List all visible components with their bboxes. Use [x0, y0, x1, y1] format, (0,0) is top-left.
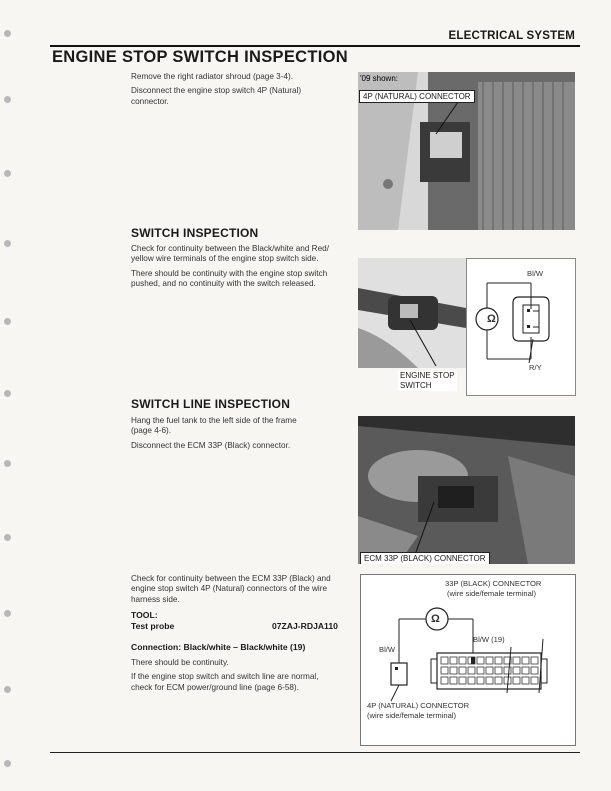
- callout-line: SWITCH: [400, 381, 432, 390]
- ohmmeter-symbol: Ω: [431, 613, 440, 625]
- wire-label-blw: Bl/W: [527, 269, 544, 278]
- stop-switch-connector-sublabel: (wire side/female terminal): [367, 711, 457, 720]
- switch-diagram-art: [467, 259, 575, 395]
- binder-hole: [4, 318, 11, 325]
- tool-name: Test probe: [131, 621, 175, 631]
- stop-switch-connector-label: 4P (NATURAL) CONNECTOR: [367, 701, 470, 710]
- intro-line: connector.: [131, 96, 169, 106]
- text-line: Disconnect the ECM 33P (Black) connector.: [131, 440, 291, 450]
- ecm-photo-art: [358, 416, 575, 564]
- right-wire-label: Bl/W (19): [473, 635, 505, 644]
- text-line: engine stop switch 4P (Natural) connectors of the wire: [131, 584, 327, 594]
- binder-hole: [4, 686, 11, 693]
- continuity-result-text: [131, 658, 356, 693]
- engine-stop-switch-callout: [398, 371, 457, 391]
- switch-inspection-text: [131, 244, 356, 290]
- ecm-connector-sublabel: (wire side/female terminal): [447, 589, 537, 598]
- switch-inspection-heading: SWITCH INSPECTION: [131, 226, 259, 240]
- switch-line-heading: SWITCH LINE INSPECTION: [131, 397, 291, 411]
- stop-switch-photo: [358, 258, 466, 368]
- text-line: There should be continuity with the engine stop switch: [131, 268, 328, 278]
- switch-continuity-diagram: [466, 258, 576, 396]
- binder-hole: [4, 534, 11, 541]
- binder-hole: [4, 460, 11, 467]
- intro-text: [131, 72, 351, 107]
- page-title: ENGINE STOP SWITCH INSPECTION: [52, 48, 348, 66]
- line-continuity-diagram: [360, 574, 576, 746]
- ecm-connector-label: 33P (BLACK) CONNECTOR: [445, 579, 542, 588]
- stop-switch-photo-art: [358, 258, 466, 368]
- switch-line-text: [131, 416, 356, 451]
- text-line: If the engine stop switch and switch line are normal,: [131, 672, 319, 682]
- text-line: Check for continuity between the ECM 33P (Black) and: [131, 574, 331, 583]
- text-line: check for ECM power/ground line (page 6-58).: [131, 682, 299, 692]
- binder-hole: [4, 170, 11, 177]
- text-line: There should be continuity.: [131, 658, 229, 667]
- continuity-text: [131, 574, 356, 605]
- photo-note: '09 shown:: [360, 74, 398, 83]
- text-line: Check for continuity between the Black/white and Red/: [131, 244, 329, 253]
- radiator-photo: [358, 72, 575, 230]
- binder-hole: [4, 610, 11, 617]
- text-line: yellow wire terminals of the engine stop switch side.: [131, 254, 319, 264]
- binder-hole: [4, 390, 11, 397]
- tool-number: 07ZAJ-RDJA110: [272, 621, 338, 631]
- tool-block: [131, 610, 174, 632]
- intro-line: Disconnect the engine stop switch 4P (Natural): [131, 86, 302, 96]
- wire-label-ry: R/Y: [529, 363, 542, 372]
- text-line: harness side.: [131, 594, 180, 604]
- tool-label: TOOL:: [131, 610, 158, 620]
- ecm-photo: [358, 416, 575, 564]
- running-header: ELECTRICAL SYSTEM: [448, 30, 575, 42]
- text-line: Hang the fuel tank to the left side of the frame: [131, 416, 297, 425]
- callout-line: ENGINE STOP: [400, 371, 455, 380]
- ohmmeter-symbol: Ω: [487, 313, 496, 325]
- intro-line: Remove the right radiator shroud (page 3-4).: [131, 72, 294, 81]
- binder-hole: [4, 760, 11, 767]
- text-line: pushed, and no continuity with the switch released.: [131, 279, 316, 289]
- binder-hole: [4, 30, 11, 37]
- header-rule: [50, 45, 580, 47]
- connector-callout: 4P (NATURAL) CONNECTOR: [359, 90, 475, 103]
- left-wire-label: Bl/W: [379, 645, 396, 654]
- text-line: (page 4-6).: [131, 426, 172, 436]
- binder-hole: [4, 96, 11, 103]
- binder-hole: [4, 240, 11, 247]
- connection-spec: Connection: Black/white – Black/white (19): [131, 642, 306, 652]
- ecm-connector-callout: ECM 33P (BLACK) CONNECTOR: [360, 552, 490, 564]
- footer-rule: [50, 752, 580, 753]
